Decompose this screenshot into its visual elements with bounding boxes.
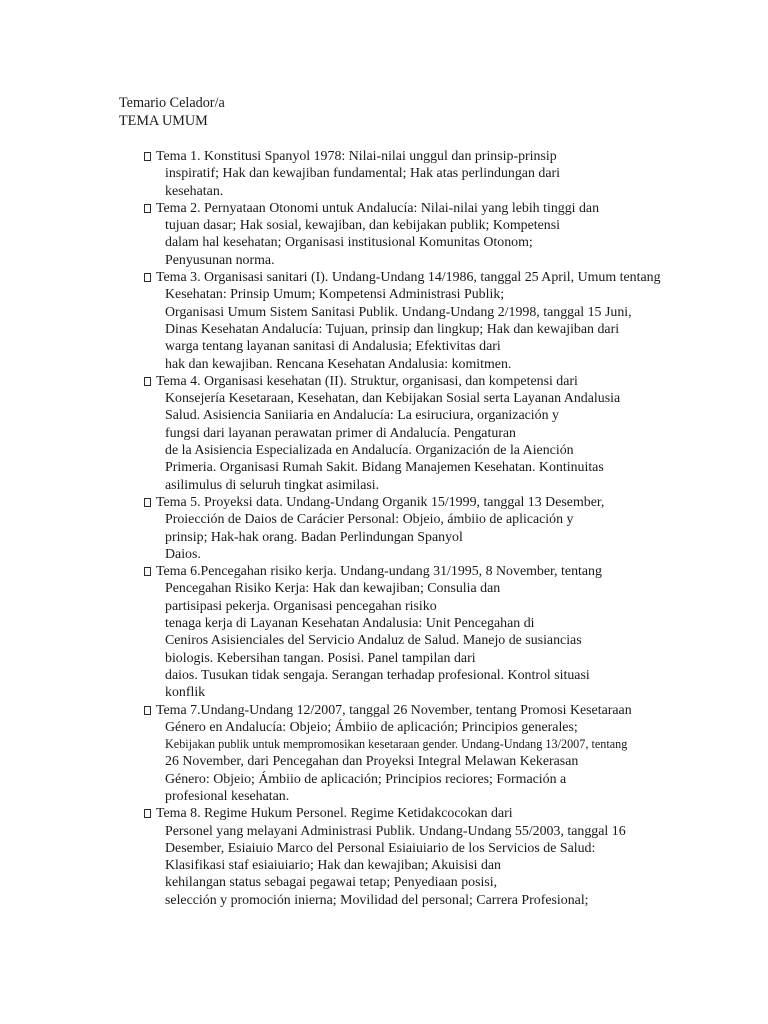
topic-line-text: Tema 1. Konstitusi Spanyol 1978: Nilai-nilai unggul dan prinsip-prinsip (156, 149, 557, 164)
topic-text-line (144, 771, 744, 788)
topic-item (144, 148, 744, 200)
topic-item (144, 563, 744, 701)
topic-line-text: Género: Objeio; Ámbiio de aplicación; Principios reciores; Formación a (165, 771, 567, 787)
topic-text-line (144, 407, 744, 424)
document-header (119, 95, 225, 130)
topic-text-line (144, 736, 744, 753)
topic-line-text: Tema 3. Organisasi sanitari (I). Undang-Undang 14/1986, tanggal 25 April, Umum tentang (156, 270, 661, 286)
topic-item (144, 269, 744, 373)
topic-text-line (144, 234, 744, 251)
topic-text-line (144, 823, 744, 840)
missing-glyph-box-icon (144, 152, 151, 161)
topic-heading-line (144, 805, 744, 822)
topic-text-line (144, 719, 744, 736)
topic-text-line (144, 840, 744, 857)
topic-line-text: hak dan kewajiban. Rencana Kesehatan Andalusia: komitmen. (165, 356, 512, 372)
document-subtitle: TEMA UMUM (119, 112, 208, 129)
topic-item (144, 373, 744, 494)
topic-item (144, 805, 744, 909)
topic-text-line (144, 165, 744, 182)
topic-text-line (144, 684, 744, 701)
topic-line-text: Salud. Asisiencia Saniiaria en Andalucía: La esiruciura, organización y (165, 408, 559, 424)
topic-heading-line (144, 200, 744, 217)
topic-line-text: Género en Andalucía: Objeio; Ámbiio de aplicación; Principios generales; (165, 719, 578, 735)
topic-line-text: Primeria. Organisasi Rumah Sakit. Bidang Manajemen Kesehatan. Kontinuitas (165, 460, 604, 476)
topic-text-line (144, 667, 744, 684)
topic-text-line (144, 183, 744, 200)
topic-line-text: Tema 7.Undang-Undang 12/2007, tanggal 26 November, tentang Promosi Kesetaraan (156, 702, 632, 718)
topic-line-text: Kesehatan: Prinsip Umum; Kompetensi Administrasi Publik; (165, 287, 505, 303)
topic-text-line (144, 874, 744, 891)
topic-item (144, 200, 744, 269)
topic-line-text: 26 November, dari Pencegahan dan Proyeksi Integral Melawan Kekerasan (165, 754, 579, 770)
topic-text-line (144, 615, 744, 632)
topic-line-text: warga tentang layanan sanitasi di Andalusia; Efektivitas dari (165, 339, 501, 355)
topic-item (144, 702, 744, 806)
missing-glyph-box-icon (144, 809, 151, 818)
topic-line-text: Klasifikasi staf esiaiuiario; Hak dan kewajiban; Akuisisi dan (165, 858, 501, 874)
topic-text-line (144, 546, 744, 563)
topic-line-text: Tema 5. Proyeksi data. Undang-Undang Organik 15/1999, tanggal 13 Desember, (156, 494, 605, 510)
topic-text-line (144, 598, 744, 615)
topic-heading-line (144, 702, 744, 719)
topic-line-text: asilimulus di seluruh tingkat asimilasi. (165, 477, 380, 493)
topic-line-text: Daios. (165, 546, 201, 562)
topic-line-text: Tema 8. Regime Hukum Personel. Regime Ketidakcocokan dari (156, 806, 513, 822)
topic-line-text: Konsejería Kesetaraan, Kesehatan, dan Kebijakan Sosial serta Layanan Andalusia (165, 391, 621, 407)
missing-glyph-box-icon (144, 706, 151, 715)
topic-heading-line (144, 494, 744, 511)
topic-text-line (144, 477, 744, 494)
topic-item (144, 494, 744, 563)
topic-line-text: prinsip; Hak-hak orang. Badan Perlindungan Spanyol (165, 529, 463, 545)
topic-heading-line (144, 148, 744, 165)
topic-line-text: Tema 4. Organisasi kesehatan (II). Struktur, organisasi, dan kompetensi dari (156, 373, 578, 389)
topic-line-text: profesional kesehatan. (165, 788, 290, 804)
topic-line-text: Tema 2. Pernyataan Otonomi untuk Andalucía: Nilai-nilai yang lebih tinggi dan (156, 200, 600, 216)
topic-line-text: Ceniros Asisienciales del Servicio Andaluz de Salud. Manejo de susiancias (165, 633, 582, 649)
topic-text-line (144, 511, 744, 528)
topic-text-line (144, 459, 744, 476)
topic-text-line (144, 286, 744, 303)
topic-text-line (144, 425, 744, 442)
topic-line-text: Dinas Kesehatan Andalucía: Tujuan, prinsip dan lingkup; Hak dan kewajiban dari (165, 321, 620, 337)
topic-line-text: tujuan dasar; Hak sosial, kewajiban, dan kebijakan publik; Kompetensi (165, 218, 561, 234)
topic-line-text: konflik (165, 685, 206, 701)
topic-text-line (144, 442, 744, 459)
topic-line-text: Organisasi Umum Sistem Sanitasi Publik. Undang-Undang 2/1998, tanggal 15 Juni, (165, 304, 632, 320)
topic-line-text: Proiección de Daios de Carácier Personal: Objeio, ámbiio de aplicación y (165, 512, 574, 528)
topic-text-line (144, 788, 744, 805)
topic-line-text: partisipasi pekerja. Organisasi pencegahan risiko (165, 598, 437, 614)
topic-line-text: tenaga kerja di Layanan Kesehatan Andalusia: Unit Pencegahan di (165, 616, 535, 632)
topic-text-line (144, 650, 744, 667)
topic-line-text: kehilangan status sebagai pegawai tetap; Penyediaan posisi, (165, 875, 498, 891)
topic-text-line (144, 338, 744, 355)
topic-text-line (144, 580, 744, 597)
topic-text-line (144, 892, 744, 909)
topic-line-text: Pencegahan Risiko Kerja: Hak dan kewajiban; Consulia dan (165, 581, 501, 597)
topic-line-text: de la Asisiencia Especializada en Andalucía. Organización de la Aiención (165, 443, 574, 459)
topic-line-text: daios. Tusukan tidak sengaja. Serangan terhadap profesional. Kontrol situasi (165, 667, 590, 683)
missing-glyph-box-icon (144, 273, 151, 282)
topic-line-text: fungsi dari layanan perawatan primer di Andalucía. Pengaturan (165, 425, 516, 441)
missing-glyph-box-icon (144, 498, 151, 507)
topic-heading-line (144, 563, 744, 580)
missing-glyph-box-icon (144, 377, 151, 386)
topic-line-text: Penyusunan norma. (165, 252, 275, 268)
topic-text-line (144, 252, 744, 269)
topic-list (144, 148, 744, 909)
topic-text-line (144, 304, 744, 321)
topic-line-text: Tema 6.Pencegahan risiko kerja. Undang-undang 31/1995, 8 November, tentang (156, 564, 602, 580)
topic-text-line (144, 217, 744, 234)
topic-line-text: selección y promoción inierna; Movilidad del personal; Carrera Profesional; (165, 892, 589, 908)
topic-line-text: dalam hal kesehatan; Organisasi institusional Komunitas Otonom; (165, 235, 533, 251)
topic-text-line (144, 632, 744, 649)
missing-glyph-box-icon (144, 204, 151, 213)
topic-line-text: Desember, Esiaiuio Marco del Personal Esiaiuiario de los Servicios de Salud: (165, 840, 596, 856)
topic-text-line (144, 753, 744, 770)
topic-text-line (144, 529, 744, 546)
topic-line-text: inspiratif; Hak dan kewajiban fundamental; Hak atas perlindungan dari (165, 166, 560, 182)
topic-line-text: kesehatan. (165, 183, 224, 199)
topic-text-line (144, 356, 744, 373)
topic-line-text: Personel yang melayani Administrasi Publik. Undang-Undang 55/2003, tanggal 16 (165, 823, 626, 839)
topic-heading-line (144, 373, 744, 390)
topic-heading-line (144, 269, 744, 286)
topic-text-line (144, 321, 744, 338)
missing-glyph-box-icon (144, 567, 151, 576)
topic-text-line (144, 857, 744, 874)
topic-line-text: biologis. Kebersihan tangan. Posisi. Panel tampilan dari (165, 650, 476, 666)
topic-text-line (144, 390, 744, 407)
topic-line-text: Kebijakan publik untuk mempromosikan kesetaraan gender. Undang-Undang 13/2007, tentang (165, 737, 628, 752)
document-title: Temario Celador/a (119, 95, 225, 111)
